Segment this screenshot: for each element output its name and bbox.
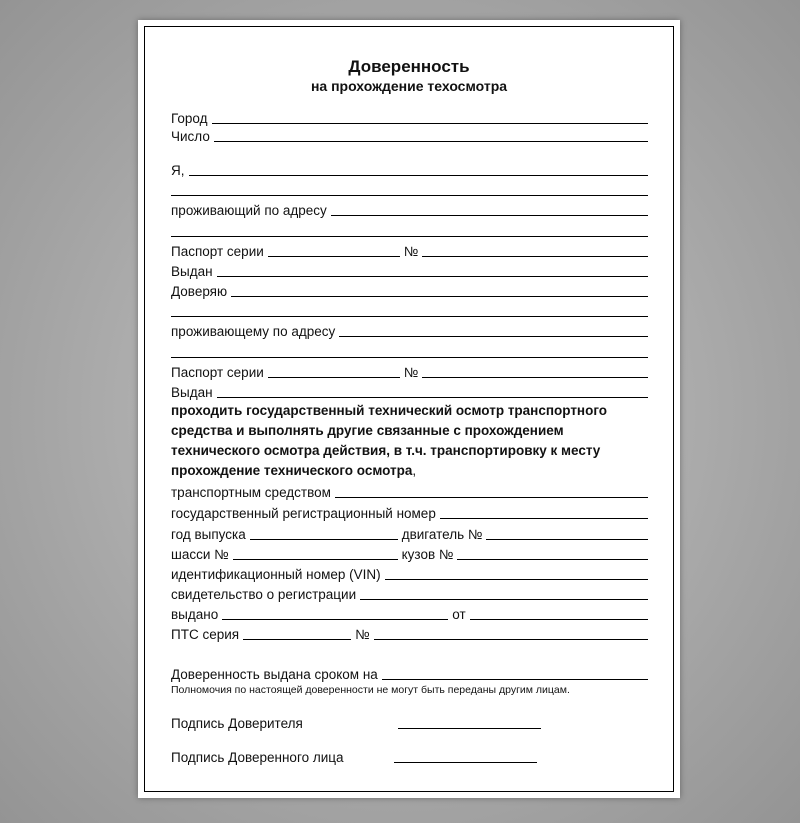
vin-row bbox=[171, 564, 648, 582]
authority-paragraph bbox=[171, 401, 651, 481]
vin-field[interactable] bbox=[385, 579, 648, 580]
reg-cert-field[interactable] bbox=[360, 599, 648, 600]
principal-address-field-2[interactable] bbox=[171, 236, 648, 237]
issued-lower-label: выдано bbox=[171, 607, 219, 622]
body-field[interactable] bbox=[457, 559, 648, 560]
residing-at-dative-label: проживающему по адресу bbox=[171, 324, 336, 339]
number-sign: № bbox=[403, 365, 419, 380]
body-label: кузов № bbox=[401, 547, 454, 562]
year-engine-row bbox=[171, 524, 648, 542]
chassis-body-row bbox=[171, 544, 648, 562]
issued-label: Выдан bbox=[171, 385, 213, 400]
document-subtitle: на прохождение техосмотра bbox=[310, 78, 508, 94]
agent-passport-series-field[interactable] bbox=[268, 377, 400, 378]
agent-signature-row bbox=[171, 747, 552, 765]
principal-name-field-2[interactable] bbox=[171, 195, 648, 196]
date-label: Число bbox=[171, 129, 210, 144]
passport-series-label: Паспорт серии bbox=[171, 365, 264, 380]
principal-name-row bbox=[171, 160, 648, 178]
city-field[interactable] bbox=[212, 123, 648, 124]
chassis-label: шасси № bbox=[171, 547, 229, 562]
authority-text: проходить государственный технический осмотр транспортного средства и выполнять другие связанные с прохождением технического осмотра действия, в т.ч. транспортировку к месту прохождение технического осмотра bbox=[171, 403, 608, 478]
term-field[interactable] bbox=[382, 679, 648, 680]
reg-cert-label: свидетельство о регистрации bbox=[171, 587, 357, 602]
agent-address-field[interactable] bbox=[339, 336, 648, 337]
city-row bbox=[171, 108, 648, 126]
vin-label: идентификационный номер (VIN) bbox=[171, 567, 381, 582]
agent-name-field-2[interactable] bbox=[171, 316, 648, 317]
agent-signature-field[interactable] bbox=[394, 762, 537, 763]
principal-passport-number-field[interactable] bbox=[422, 256, 648, 257]
year-label: год выпуска bbox=[171, 527, 246, 542]
vehicle-label: транспортным средством bbox=[171, 485, 331, 500]
agent-passport-row bbox=[171, 362, 648, 380]
principal-passport-row bbox=[171, 241, 648, 259]
agent-name-row bbox=[171, 281, 648, 299]
term-label: Доверенность выдана сроком на bbox=[171, 667, 378, 682]
principal-name-field[interactable] bbox=[189, 175, 649, 176]
chassis-field[interactable] bbox=[233, 559, 398, 560]
agent-signature-label: Подпись Доверенного лица bbox=[171, 750, 344, 765]
agent-passport-number-field[interactable] bbox=[422, 377, 648, 378]
vehicle-field[interactable] bbox=[335, 497, 648, 498]
authority-comma: , bbox=[412, 463, 417, 478]
agent-address-field-2[interactable] bbox=[171, 357, 648, 358]
date-row bbox=[171, 126, 648, 144]
number-sign: № bbox=[403, 244, 419, 259]
principal-signature-label: Подпись Доверителя bbox=[171, 716, 303, 731]
principal-passport-series-field[interactable] bbox=[268, 256, 400, 257]
number-sign: № bbox=[355, 627, 370, 642]
reg-number-row bbox=[171, 503, 648, 521]
principal-address-row bbox=[171, 200, 648, 218]
vehicle-row bbox=[171, 482, 648, 500]
reg-number-label: государственный регистрационный номер bbox=[171, 506, 436, 521]
cert-issued-by-field[interactable] bbox=[222, 619, 448, 620]
principal-issued-field[interactable] bbox=[217, 276, 648, 277]
principal-signature-row bbox=[171, 713, 552, 731]
from-label: от bbox=[452, 607, 466, 622]
agent-issued-field[interactable] bbox=[217, 397, 648, 398]
i-trust-label: Доверяю bbox=[171, 284, 228, 299]
agent-name-field[interactable] bbox=[231, 296, 648, 297]
agent-issued-row bbox=[171, 382, 648, 400]
city-label: Город bbox=[171, 111, 208, 126]
engine-label: двигатель № bbox=[401, 527, 483, 542]
i-label: Я, bbox=[171, 163, 185, 178]
residing-at-label: проживающий по адресу bbox=[171, 203, 327, 218]
date-field[interactable] bbox=[214, 141, 648, 142]
reg-cert-row bbox=[171, 584, 648, 602]
pts-series-field[interactable] bbox=[243, 639, 351, 640]
engine-field[interactable] bbox=[486, 539, 648, 540]
pts-row bbox=[171, 624, 648, 642]
principal-issued-row bbox=[171, 261, 648, 279]
principal-signature-field[interactable] bbox=[398, 728, 541, 729]
document-sheet bbox=[138, 20, 680, 798]
principal-address-field[interactable] bbox=[331, 215, 648, 216]
passport-series-label: Паспорт серии bbox=[171, 244, 264, 259]
issued-date-row bbox=[171, 604, 648, 622]
agent-address-row bbox=[171, 321, 648, 339]
pts-number-field[interactable] bbox=[374, 639, 648, 640]
term-row bbox=[171, 664, 648, 682]
note-text: Полномочия по настоящей доверенности не могут быть переданы другим лицам. bbox=[171, 684, 570, 696]
cert-date-field[interactable] bbox=[470, 619, 648, 620]
year-field[interactable] bbox=[250, 539, 398, 540]
issued-label: Выдан bbox=[171, 264, 213, 279]
document-title: Доверенность bbox=[348, 57, 470, 76]
reg-number-field[interactable] bbox=[440, 518, 648, 519]
pts-series-label: ПТС серия bbox=[171, 627, 240, 642]
